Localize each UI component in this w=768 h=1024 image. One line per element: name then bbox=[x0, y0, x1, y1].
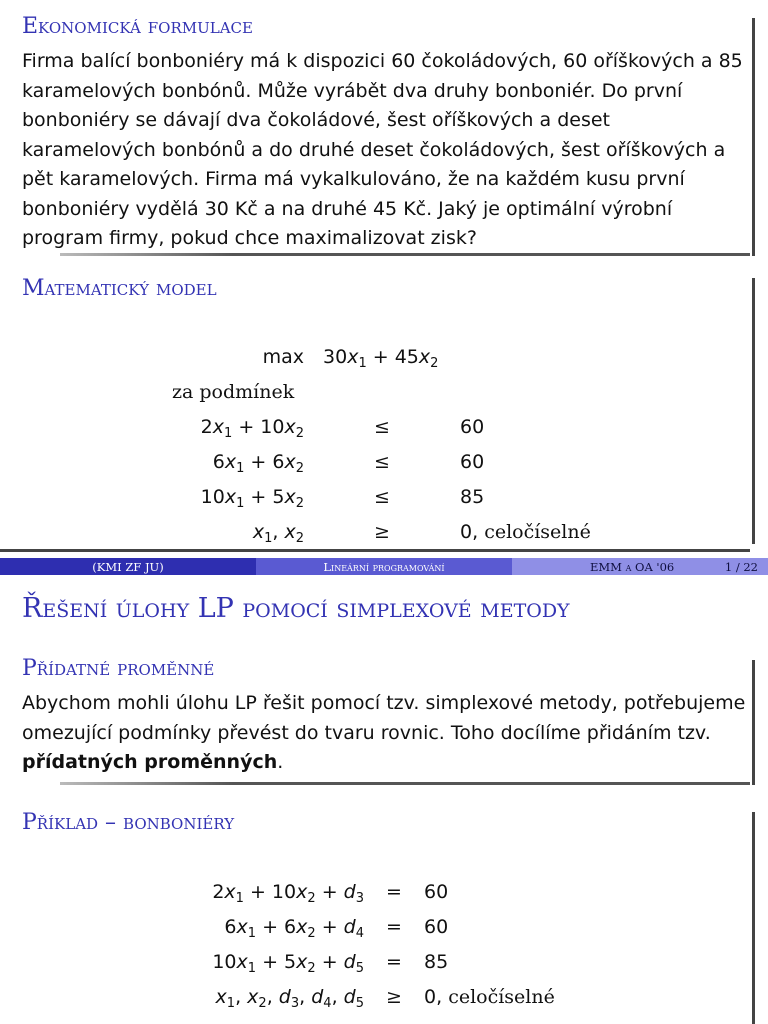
constraint-3-rhs: 85 bbox=[460, 486, 485, 508]
equation-3-lhs: $10x_1 + 5x_2 + d_5$ bbox=[212, 951, 364, 976]
block-shadow-right-2 bbox=[752, 278, 755, 544]
constraint-3-rel: ≤ bbox=[374, 486, 390, 508]
equation-3-rel: = bbox=[386, 951, 402, 973]
slack-variables-text bbox=[22, 689, 748, 778]
equation-2-rel: = bbox=[386, 916, 402, 938]
equation-nonneg-lhs: $x_1$, $x_2$, $d_3$, $d_4$, $d_5$ bbox=[215, 986, 364, 1011]
block-shadow-bottom-3 bbox=[60, 782, 750, 785]
slide-title: Řešení úlohy LP pomocí simplexové metody bbox=[22, 593, 570, 624]
footer-course: EMM a OA '06 bbox=[590, 559, 675, 574]
equation-1-rhs: 60 bbox=[424, 881, 449, 903]
nonneg-lhs: $x_1$, $x_2$ bbox=[252, 521, 304, 546]
slack-text-part-1: Abychom mohli úlohu LP řešit pomocí tzv. simplexové metody, potřebujeme omezující podmínky převést do tvaru rovnic. Toho docílíme přidáním tzv. bbox=[22, 692, 746, 744]
nonneg-rhs bbox=[460, 521, 591, 543]
objective-function: $30x_1 + 45x_2$ bbox=[323, 346, 439, 371]
constraint-3-lhs: $10x_1 + 5x_2$ bbox=[200, 486, 304, 511]
equation-nonneg-rhs-value: 0, bbox=[424, 986, 443, 1008]
block-shadow-right-3 bbox=[752, 660, 755, 785]
slack-text-bold: přídatných proměnných bbox=[22, 751, 278, 773]
equation-1-lhs: $2x_1 + 10x_2 + d_3$ bbox=[212, 881, 364, 906]
block-shadow-bottom-2 bbox=[0, 549, 750, 552]
constraint-2-lhs: $6x_1 + 6x_2$ bbox=[212, 451, 304, 476]
block-shadow-right bbox=[752, 18, 755, 256]
block-title-math-model: Matematický model bbox=[22, 276, 217, 301]
equation-1-rel: = bbox=[386, 881, 402, 903]
equation-2-rhs: 60 bbox=[424, 916, 449, 938]
block-title-economic-formulation: Ekonomická formulace bbox=[22, 14, 253, 39]
constraint-2-rhs: 60 bbox=[460, 451, 485, 473]
constraint-2-rel: ≤ bbox=[374, 451, 390, 473]
equation-nonneg-rhs bbox=[424, 986, 555, 1008]
max-label: max bbox=[262, 346, 304, 368]
equation-3-rhs: 85 bbox=[424, 951, 449, 973]
constraint-1-rel: ≤ bbox=[374, 416, 390, 438]
footer-course-page bbox=[512, 558, 768, 575]
slack-text-part-2: . bbox=[277, 751, 284, 773]
equation-nonneg-note: celočíselné bbox=[448, 986, 555, 1008]
footer-page-number: 1 / 22 bbox=[724, 559, 758, 574]
slide-footer bbox=[0, 558, 768, 575]
block-title-example: Příklad – bonboniéry bbox=[22, 810, 235, 835]
block-shadow-right-4 bbox=[752, 812, 755, 1024]
footer-topic: Lineární programování bbox=[256, 558, 512, 575]
subject-to-label: za podmínek bbox=[172, 381, 295, 403]
equation-2-lhs: $6x_1 + 6x_2 + d_4$ bbox=[224, 916, 364, 941]
nonneg-rel: ≥ bbox=[374, 521, 390, 543]
block-title-slack-variables: Přídatné proměnné bbox=[22, 656, 215, 681]
block-shadow-bottom bbox=[60, 253, 750, 256]
nonneg-note: celočíselné bbox=[484, 521, 591, 543]
constraint-1-rhs: 60 bbox=[460, 416, 485, 438]
nonneg-rhs-value: 0, bbox=[460, 521, 479, 543]
constraint-1-lhs: $2x_1 + 10x_2$ bbox=[200, 416, 304, 441]
footer-institution: (KMI ZF JU) bbox=[0, 558, 256, 575]
equation-nonneg-rel: ≥ bbox=[386, 986, 402, 1008]
economic-formulation-text: Firma balící bonboniéry má k dispozici 60 čokoládových, 60 oříškových a 85 karamelových bonbónů. Může vyrábět dva druhy bonboniér. Do první bonboniéry se dávají dva čokoládové, šest oříškových a deset karamelových bonbónů a do druhé deset čokoládových, šest oříškových a pět karamelových. Firma má vykalkulováno, že na každém kusu první bonboniéry vydělá 30 Kč a na druhé 45 Kč. Jaký je optimální výrobní program firmy, pokud chce maximalizovat zisk? bbox=[22, 50, 743, 249]
